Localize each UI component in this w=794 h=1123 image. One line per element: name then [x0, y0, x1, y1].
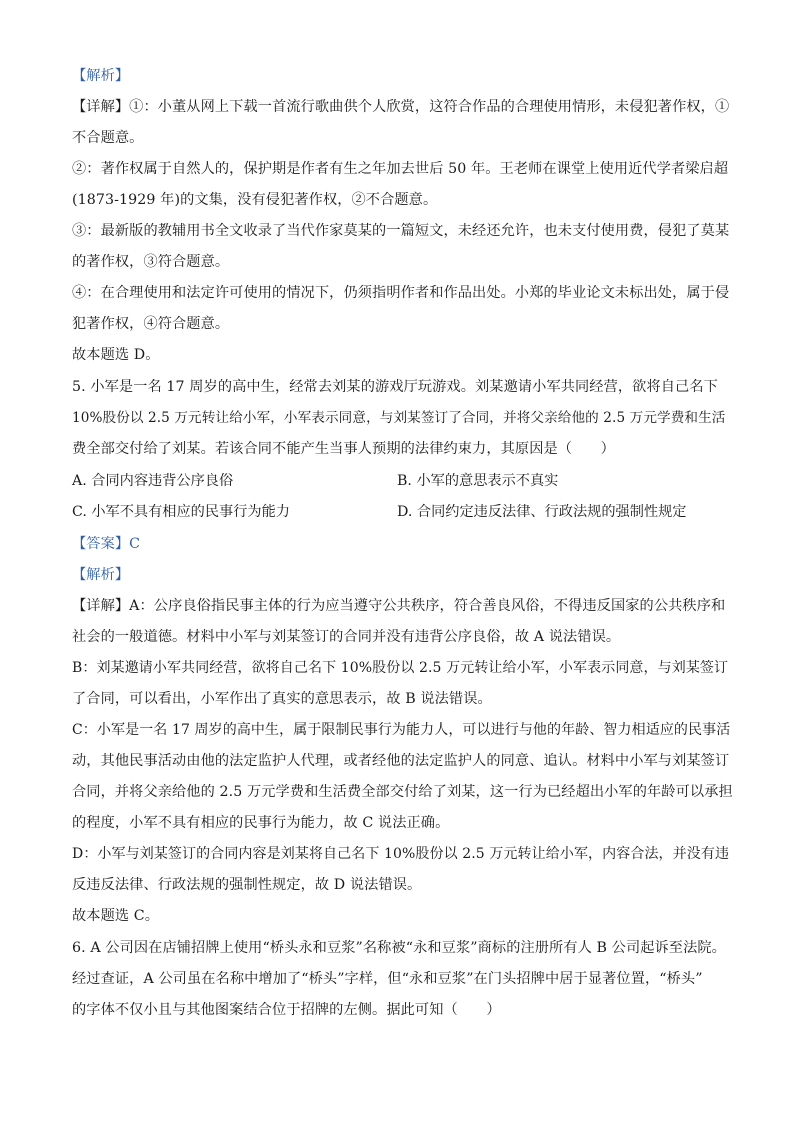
detail-text: B：刘某邀请小军共同经营，欲将自己名下 10%股份以 2.5 万元转让给小军，小军表示同意，与刘某签订	[72, 660, 729, 676]
detail-text: ④：在合理使用和法定许可使用的情况下，仍须指明作者和作品出处。小郑的毕业论文未标出处，属于侵	[72, 285, 730, 301]
detail-text: 的程度，小军不具有相应的民事行为能力，故 C 说法正确。	[72, 815, 450, 831]
option-d: D. 合同约定违反法律、行政法规的强制性规定	[397, 504, 687, 520]
option-c: C. 小军不具有相应的民事行为能力	[72, 504, 290, 520]
question-5-stem: 5. 小军是一名 17 周岁的高中生，经常去刘某的游戏厅玩游戏。刘某邀请小军共同经营，欲将自己名下	[72, 379, 718, 395]
detail-text: 【详解】①：小董从网上下载一首流行歌曲供个人欣赏，这符合作品的合理使用情形，未侵犯著作权，①	[72, 99, 730, 115]
detail-text: 的著作权，③符合题意。	[72, 254, 230, 270]
question-5-stem: 费全部交付给了刘某。若该合同不能产生当事人预期的法律约束力，其原因是（ ）	[72, 441, 615, 457]
detail-text: 不合题意。	[72, 130, 144, 146]
option-b: B. 小军的意思表示不真实	[397, 473, 559, 489]
question-6-stem: 经过查证，A 公司虽在名称中增加了“桥头”字样，但“永和豆浆”在门头招牌中居于显著位置，“桥头”	[72, 971, 703, 987]
question-5-stem: 10%股份以 2.5 万元转让给小军，小军表示同意，与刘某签订了合同，并将父亲给他的 2.5 万元学费和生活	[72, 410, 726, 426]
analysis-label: 【解析】	[72, 68, 130, 84]
conclusion-text: 故本题选 C。	[72, 908, 160, 924]
detail-text: 反违反法律、行政法规的强制性规定，故 D 说法错误。	[72, 877, 422, 893]
conclusion-text: 故本题选 D。	[72, 347, 160, 363]
detail-text: D：小军与刘某签订的合同内容是刘某将自己名下 10%股份以 2.5 万元转让给小军，内容合法，并没有违	[72, 846, 730, 862]
detail-text: 了合同，可以看出，小军作出了真实的意思表示，故 B 说法错误。	[72, 691, 492, 707]
detail-text: 犯著作权，④符合题意。	[72, 316, 230, 332]
detail-text: 社会的一般道德。材料中小军与刘某签订的合同并没有违背公序良俗，故 A 说法错误。	[72, 629, 621, 645]
option-a: A. 合同内容违背公序良俗	[72, 473, 234, 489]
analysis-label: 【解析】	[72, 567, 130, 583]
answer-label: 【答案】C	[72, 536, 141, 552]
detail-text: 合同，并将父亲给他的 2.5 万元学费和生活费全部交付给了刘某，这一行为已经超出小军的年龄可以承担	[72, 784, 733, 800]
question-6-stem: 6. A 公司因在店铺招牌上使用“桥头永和豆浆”名称被“永和豆浆”商标的注册所有人 B 公司起诉至法院。	[72, 940, 726, 956]
detail-text: ②：著作权属于自然人的，保护期是作者有生之年加去世后 50 年。王老师在课堂上使用近代学者梁启超	[72, 161, 729, 177]
question-6-stem: 的字体不仅小且与其他图案结合位于招牌的左侧。据此可知（ ）	[72, 1002, 501, 1018]
detail-text: C：小军是一名 17 周岁的高中生，属于限制民事行为能力人，可以进行与他的年龄、智力相适应的民事活	[72, 722, 731, 738]
detail-text: (1873-1929 年)的文集，没有侵犯著作权，②不合题意。	[72, 192, 438, 208]
detail-text: 动，其他民事活动由他的法定监护人代理，或者经他的法定监护人的同意、追认。材料中小军与刘某签订	[72, 753, 730, 769]
detail-text: ③：最新版的教辅用书全文收录了当代作家莫某的一篇短文，未经还允许，也未支付使用费，侵犯了莫某	[72, 223, 730, 239]
detail-text: 【详解】A：公序良俗指民事主体的行为应当遵守公共秩序，符合善良风俗，不得违反国家的公共秩序和	[72, 598, 726, 614]
